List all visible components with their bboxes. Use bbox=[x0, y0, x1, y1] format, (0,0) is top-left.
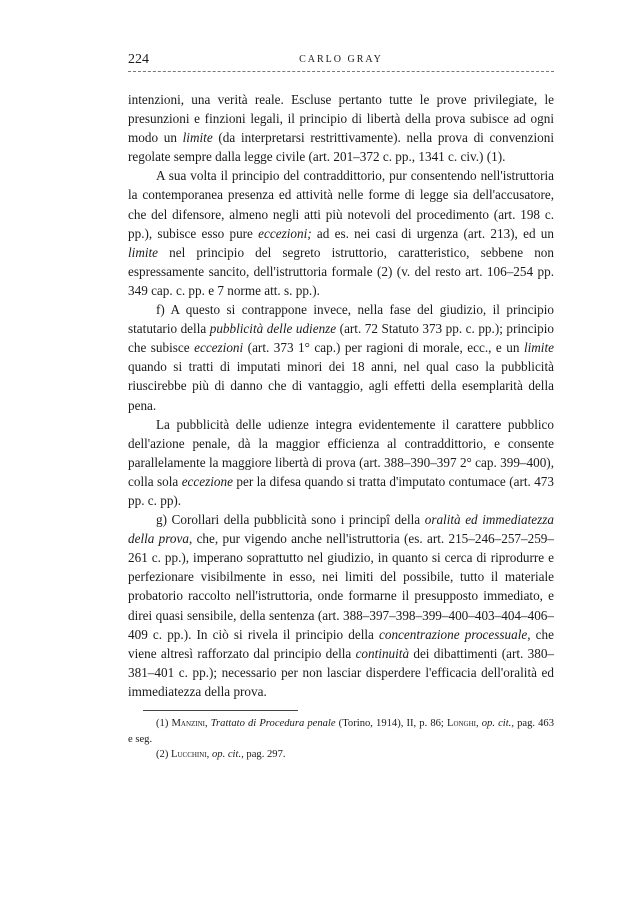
emphasis: limite bbox=[523, 340, 554, 356]
running-title: CARLO GRAY bbox=[299, 54, 383, 65]
footnote-rule bbox=[143, 710, 298, 711]
footnote-author: Longhi, bbox=[446, 718, 479, 729]
emphasis: eccezioni; bbox=[258, 225, 312, 241]
footnote-title: op. cit., bbox=[211, 749, 244, 760]
header-rule bbox=[128, 71, 554, 72]
footnote: (2) Lucchini, op. cit., pag. 297. bbox=[156, 749, 286, 760]
footnote-author: Manzini, bbox=[171, 718, 208, 729]
emphasis: oralità ed immediatezza della prova bbox=[128, 512, 554, 547]
footnote: (1) Manzini, Trattato di Procedura penale (Torino, 1914), II, p. 86; Longhi, op. cit., pag. 463 e seg. bbox=[128, 718, 555, 745]
footnote-title: Trattato di Procedura penale bbox=[210, 718, 336, 729]
paragraph: f) A questo si contrappone invece, nella fase del giudizio, il principio statutario della pubblicità delle udienze (art. 72 Statuto 373 pp. c. pp.); principio che subisce eccezioni (art. 373 1° cap.) per ragioni di morale, ecc., e un limite quando si tratti di imputati minori dei 18 anni, nel qual caso la pubblicità riuscirebbe più di danno che di vantaggio, agli effetti della esemplarità della pena. bbox=[128, 302, 554, 413]
emphasis: eccezioni bbox=[194, 340, 244, 356]
running-head bbox=[128, 52, 554, 72]
page-number: 224 bbox=[128, 52, 149, 67]
emphasis: concentrazione processuale bbox=[379, 626, 528, 642]
emphasis: eccezione bbox=[181, 473, 233, 489]
paragraph: La pubblicità delle udienze integra evidentemente il carattere pubblico dell'azione penale, dà la maggior efficienza al contraddittorio, e consente parallelamente la maggiore libertà di prova (art. 388–390–397 2° cap. 399–400), colla sola eccezione per la difesa quando si tratta d'imputato contumace (art. 473 pp. c. pp). bbox=[128, 416, 554, 508]
emphasis: limite bbox=[182, 130, 213, 146]
emphasis: continuità bbox=[355, 645, 410, 661]
emphasis: limite bbox=[128, 244, 159, 260]
paragraph: A sua volta il principio del contraddittorio, pur consentendo nell'istruttoria la contemporanea presenza ed attività nelle forme di legge sia dell'accusatore, che del difensore, almeno negli atti più notevoli del procedimento (art. 198 c. pp.), subisce esso pure eccezioni; ad es. nei casi di urgenza (art. 213), ed un limite nel principio del segreto istruttorio, caratteristico, sebbene non espressamente sancito, dell'istruttoria formale (2) (v. del resto art. 106–254 pp. 349 cap. c. pp. e 7 norme att. s. pp.). bbox=[128, 168, 554, 298]
body-text bbox=[128, 90, 554, 701]
paragraph: g) Corollari della pubblicità sono i principî della oralità ed immediatezza della prova, che, pur vigendo anche nell'istruttoria (es. art. 215–246–257–259–261 c. pp.), imperano soprattutto nel giudizio, in quanto si cerca di riprodurre e perfezionare visibilmente in esso, nei limiti del possibile, tutto il materiale probatorio raccolto nell'istruttoria, onde formarne il presupposto immediato, e direi quasi sensibile, della sentenza (art. 388–397–398–399–400–403–404–406–409 c. pp.). In ciò si rivela il principio della concentrazione processuale, che viene altresì rafforzato dal principio della continuità dei dibattimenti (art. 380–381–401 c. pp.); necessario per non lasciar disperdere l'efficacia dell'oralità ed immediatezza della prova. bbox=[128, 512, 555, 699]
paragraph: intenzioni, una verità reale. Escluse pertanto tutte le prove privilegiate, le presunzioni e finzioni legali, il principio di libertà della prova subisce ad ogni modo un limite (da interpretarsi restrittivamente). nella prova di convenzioni regolate sempre dalla legge civile (art. 201–372 c. pp., 1341 c. civ.) (1). bbox=[128, 92, 554, 165]
footnote-title: op. cit., bbox=[481, 718, 514, 729]
emphasis: pubblicità delle udienze bbox=[209, 321, 337, 337]
footnote-author: Lucchini, bbox=[171, 749, 210, 760]
footnotes bbox=[128, 716, 554, 763]
